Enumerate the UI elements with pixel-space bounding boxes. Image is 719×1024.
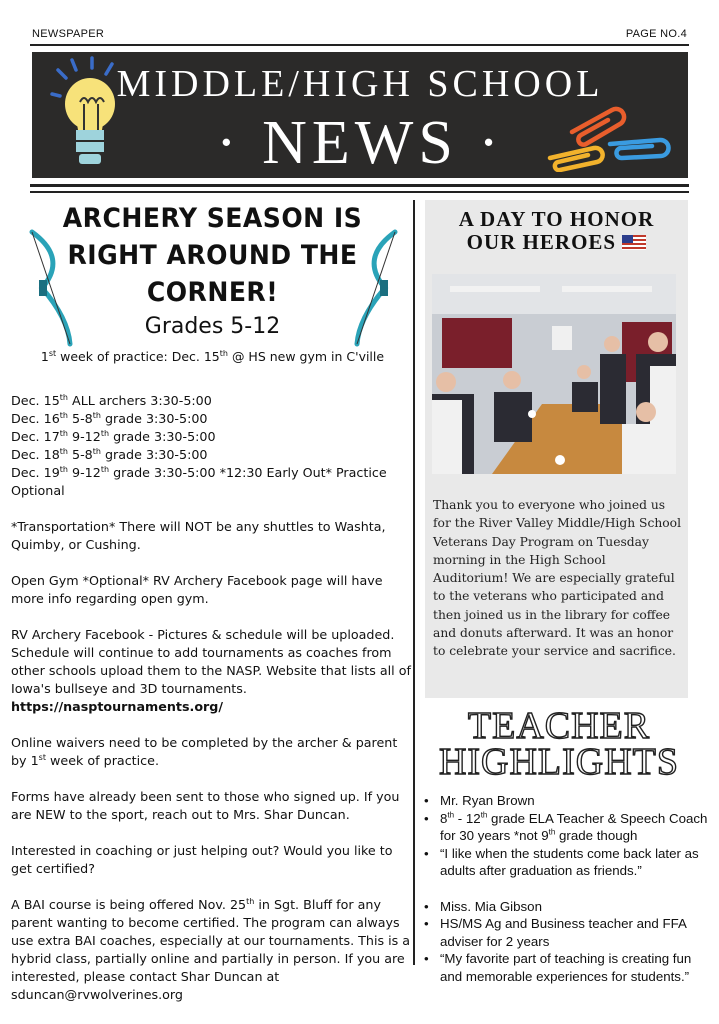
sup-fragment: th (92, 446, 101, 456)
us-flag-icon (622, 235, 646, 250)
sup-fragment: th (548, 827, 556, 837)
teacher-headline-line: HIGHLIGHTS (438, 741, 680, 783)
schedule-line (11, 429, 216, 444)
sup-fragment: th (100, 464, 110, 474)
sup-fragment: th (219, 348, 228, 358)
sup-fragment: th (59, 446, 68, 456)
schedule-line (11, 465, 387, 498)
text-fragment: in Sgt. Bluff for any parent wanting to become certified. The program can always use extra BAI coaches, especially at our tournaments. This is a hybrid class, partially online and partially in person. If you are interested, please contact Shar Duncan at sduncan@rvwolverines.org (11, 897, 411, 1002)
text-fragment: grade 3:30-5:00 (109, 429, 216, 444)
list-item: • Miss. Mia Gibson (424, 898, 714, 916)
list-item: • HS/MS Ag and Business teacher and FFA adviser for 2 years (424, 915, 714, 950)
text-fragment: Dec. 15 (11, 393, 60, 408)
sup-fragment: th (59, 392, 68, 402)
practice-schedule (11, 392, 411, 500)
text-fragment: week of practice: Dec. 15 (56, 349, 220, 364)
schedule-line (11, 447, 208, 462)
text-fragment: 5-8 (67, 447, 93, 462)
first-week-note (20, 349, 405, 364)
list-item (424, 810, 714, 845)
waivers-note (11, 734, 411, 770)
veterans-photo (432, 274, 676, 474)
text-fragment: grade 3:30-5:00 (100, 411, 208, 426)
column-divider (413, 200, 415, 965)
archery-headline-line: ARCHERY SEASON IS (62, 203, 363, 234)
coaching-note: Interested in coaching or just helping out? Would you like to get certified? (11, 843, 393, 876)
schedule-line (11, 393, 212, 408)
sup-fragment: st (38, 752, 46, 762)
text-fragment: Dec. 17 (11, 429, 60, 444)
text-fragment: grade 3:30-5:00 (100, 447, 208, 462)
schedule-line (11, 411, 208, 426)
teacher-highlights-headline (420, 705, 698, 783)
text-fragment: A BAI course is being offered Nov. 25 (11, 897, 247, 912)
honor-body: Thank you to everyone who joined us for the River Valley Middle/High School Veterans Day Program on Tuesday morning in the High School Auditorium! We are especially grateful to the veterans who participated and then joined us in the library for coffee and donuts afterward. It was an honor to celebrate your service and sacrifice. (433, 498, 682, 659)
sup-fragment: th (59, 410, 68, 420)
text-fragment: Dec. 18 (11, 447, 60, 462)
honor-section (425, 200, 688, 698)
text-fragment: Dec. 16 (11, 411, 60, 426)
masthead-title: MIDDLE/HIGH SCHOOL (116, 63, 604, 105)
masthead-rule-thin (30, 191, 689, 193)
sup-fragment: th (246, 896, 255, 906)
text-fragment: 9-12 (67, 429, 101, 444)
honor-headline-line2 (425, 231, 688, 254)
archery-headline-line: CORNER! (146, 277, 279, 308)
text-fragment: @ HS new gym in C'ville (227, 349, 385, 364)
text-fragment: - 12 (454, 810, 481, 826)
open-gym-note: Open Gym *Optional* RV Archery Facebook page will have more info regarding open gym. (11, 573, 383, 606)
list-item: • “I like when the students come back later as adults after graduation as friends.” (424, 845, 714, 880)
masthead-banner (32, 52, 688, 178)
paperclips-icon (542, 92, 682, 172)
sup-fragment: th (59, 464, 68, 474)
text-fragment: 9-12 (67, 465, 101, 480)
forms-note: Forms have already been sent to those who signed up. If you are NEW to the sport, reach out to Mrs. Shar Duncan. (11, 789, 400, 822)
sup-fragment: th (480, 810, 488, 820)
text-fragment: grade though (555, 828, 638, 843)
newspaper-label: NEWSPAPER (32, 28, 105, 40)
honor-headline-line: A DAY TO HONOR (458, 207, 655, 231)
text-fragment: 5-8 (67, 411, 93, 426)
facebook-note (11, 626, 411, 716)
bai-note (11, 896, 411, 1004)
text-fragment: 8 (440, 810, 448, 826)
text-fragment: ALL archers 3:30-5:00 (67, 393, 212, 408)
text-fragment: RV Archery Facebook - Pictures & schedule will be uploaded. Schedule will continue to add tournaments as coaches from other schools upload them to the NASP. Website that lists all of Iowa's bullseye and 3D tournaments. (11, 627, 411, 696)
archery-body (11, 392, 411, 1022)
archery-headline (61, 200, 363, 311)
sup-fragment: st (48, 348, 57, 358)
text-fragment: Online waivers need to be completed by the archer & parent by 1 (11, 735, 398, 768)
list-item: • Mr. Ryan Brown (424, 792, 714, 810)
grades-subtitle: Grades 5-12 (144, 314, 281, 339)
text-fragment: OUR HEROES (466, 230, 617, 254)
masthead-rule-thick (30, 184, 689, 187)
page-number: PAGE NO.4 (625, 28, 687, 40)
teacher-headline-line: TEACHER (467, 705, 651, 747)
sup-fragment: th (59, 428, 68, 438)
masthead-news: · NEWS · (216, 109, 504, 177)
sup-fragment: th (100, 428, 110, 438)
text-fragment: grade 3:30-5:00 *12:30 Early Out* Practice Optional (11, 465, 387, 498)
text-fragment: week of practice. (45, 753, 159, 768)
text-fragment: grade ELA Teacher & Speech Coach for 30 years *not 9 (440, 810, 708, 843)
nasp-link[interactable]: https://nasptournaments.org/ (11, 699, 224, 714)
transportation-note: *Transportation* There will NOT be any shuttles to Washta, Quimby, or Cushing. (11, 519, 386, 552)
text-fragment: Dec. 19 (11, 465, 60, 480)
sup-fragment: th (92, 410, 101, 420)
honor-headline (425, 208, 688, 254)
sup-fragment: th (447, 810, 455, 820)
archery-headline-line: RIGHT AROUND THE (67, 240, 358, 271)
top-rule (30, 44, 689, 46)
teacher-highlights-list (424, 792, 714, 985)
text-fragment: 1 (40, 349, 49, 364)
list-item: • “My favorite part of teaching is creating fun and memorable experiences for students.” (424, 950, 714, 985)
